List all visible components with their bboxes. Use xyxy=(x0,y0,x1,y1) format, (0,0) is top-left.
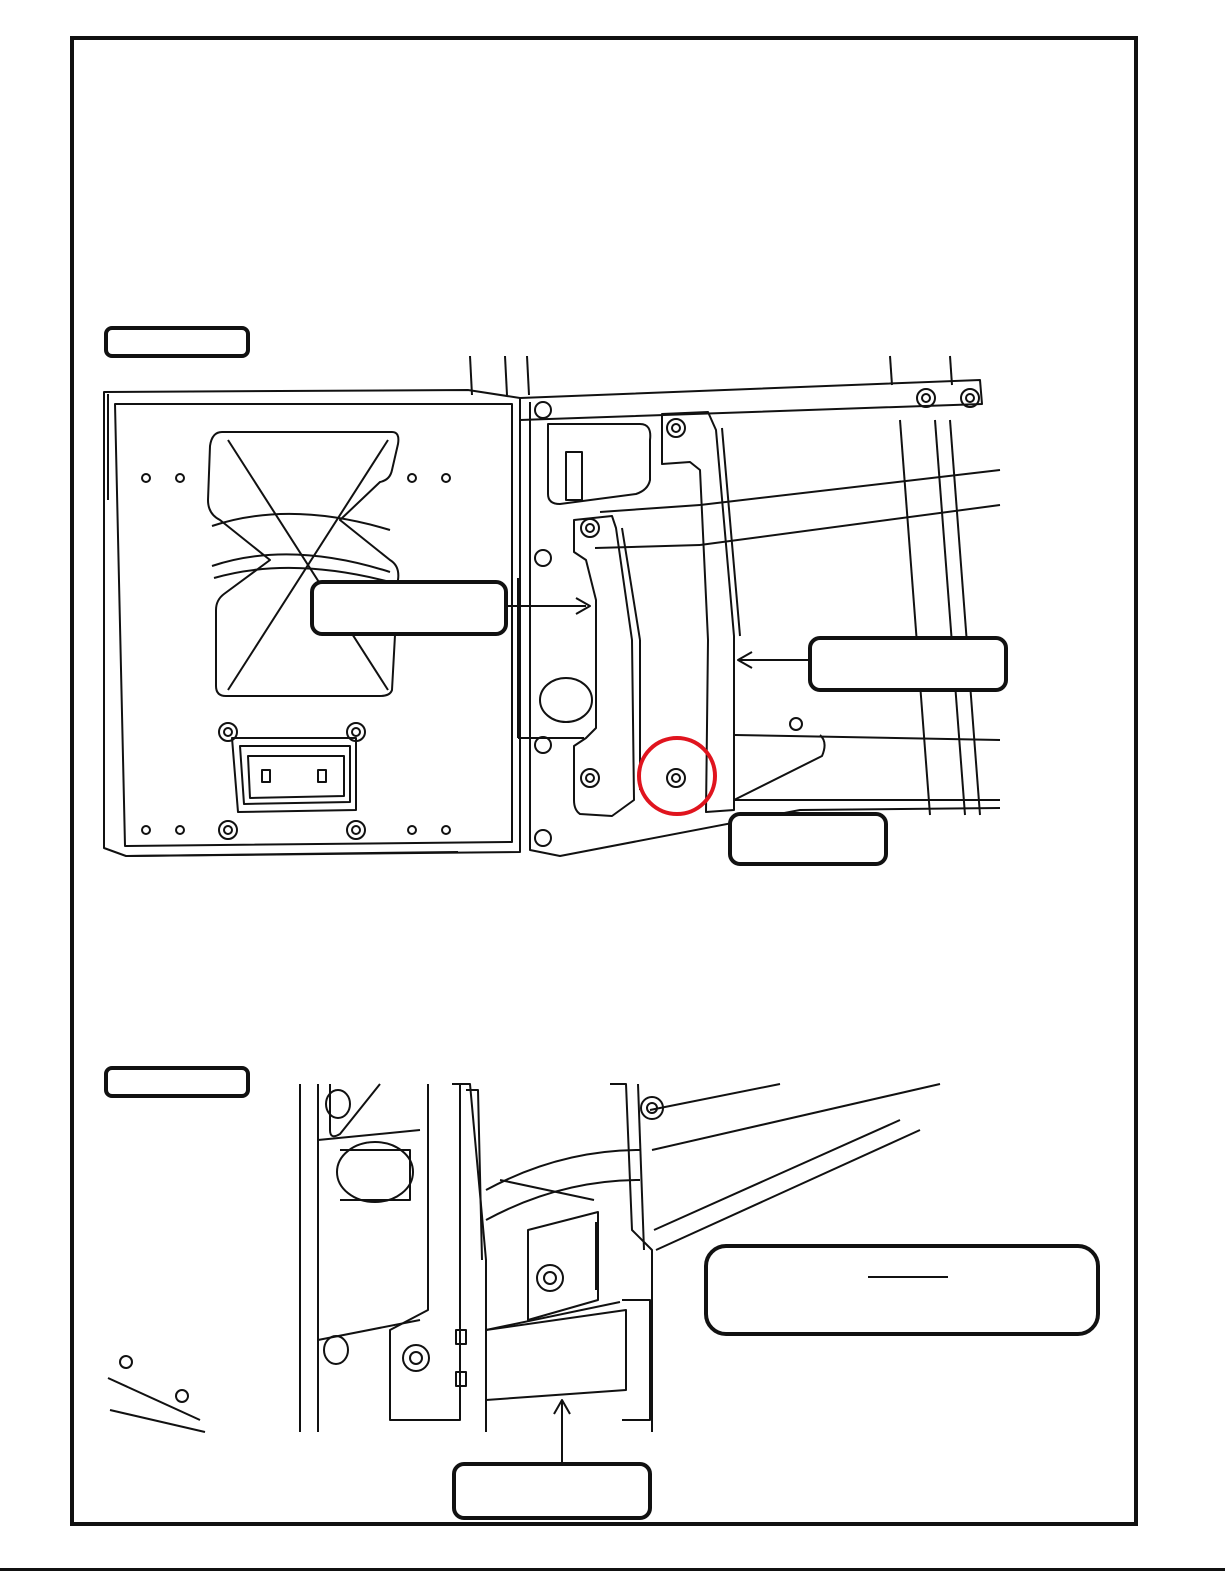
callout-cross-bracket xyxy=(452,1462,652,1520)
figure-tag-1 xyxy=(104,326,250,358)
callout-bracket-right xyxy=(808,636,1008,692)
figure-tag-2 xyxy=(104,1066,250,1098)
callout-bolt xyxy=(728,812,888,866)
figure-1-drawing xyxy=(104,356,1000,856)
note-underline xyxy=(868,1276,948,1278)
callout-bracket-left xyxy=(310,580,508,636)
highlight-circle xyxy=(639,738,715,814)
note-box xyxy=(704,1244,1100,1336)
